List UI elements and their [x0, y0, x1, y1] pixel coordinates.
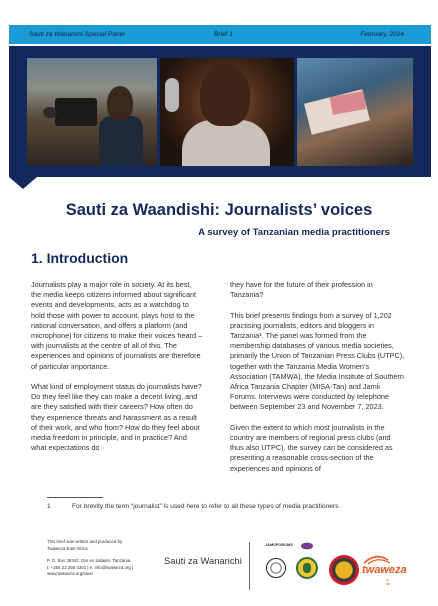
footnote-text: For brevity the term “journalist” is used here to refer to all these types of media practitioners.	[72, 503, 341, 510]
footer-link[interactable]: www.twaweza.org/sauti	[47, 571, 93, 577]
paragraph: they have for the future of their profession in Tanzania?	[230, 280, 373, 300]
banner-chevron	[9, 177, 37, 189]
header-bar	[9, 25, 431, 44]
paragraph: This brief presents findings from a survey of 1,202 practising journalists, editors and bloggers in Tanzania¹. The panel was formed from the membership databases of various media societies, primarily the Union of Tanzanian Press Clubs (UTPC), together with the Tanzania Media Women’s Association (TAMWA), the Media Institute of Southern Africa Tanzania Chapter (MISA-Tan) and Jamii Forums. Interviews were conducted by telephone between September 23 and November 7, 2023.	[230, 310, 405, 412]
camera-icon	[55, 98, 97, 126]
tamwa-emblem-icon	[296, 557, 318, 579]
paragraph: What kind of employment status do journalists have? Do they feel like they can make a decent living, and are they satisfied with their careers? How often do they experience threats and harassment as a result of their work, and who from? How do they feel about media freedom in principle, and in practice? And what expectations do	[31, 382, 202, 453]
text-column-right	[230, 280, 406, 484]
jamiiforums-logo: JAMIIFORUMS	[264, 543, 293, 547]
header-brief-number: Brief 1	[214, 31, 233, 38]
header-date: February, 2024	[360, 31, 404, 38]
photo-money-exchange	[297, 58, 413, 166]
photo-strip	[27, 58, 413, 166]
paragraph: Journalists play a major role in society. At its best, the media keeps citizens informed about significant events and developments, acts as a watchdog to hold those with power to account, plays host to the national conversation, and offers a platform (and microphone) for citizens to make their voices heard – with journalists at the centre of all of this. The experiences and opinions of journalists are therefore of particular importance.	[31, 280, 203, 371]
footer-divider	[249, 542, 250, 590]
photo-journalist-portrait	[160, 58, 294, 166]
photo-cameraman	[27, 58, 157, 166]
section-heading: 1. Introduction	[31, 250, 129, 266]
microphone-icon	[165, 78, 179, 112]
footnote-number: 1	[47, 503, 51, 510]
header-panel-name: Sauti za Wananchi Special Panel	[29, 31, 125, 38]
page-title: Sauti za Waandishi: Journalists’ voices	[65, 201, 373, 219]
page-subtitle: A survey of Tanzanian media practitioners	[198, 227, 390, 238]
text-column-left	[31, 280, 203, 464]
footer-credits: This brief was written and produced by Twaweza East Africa. P. O. Box 38342, Dar es Salaam, Tanzania. t: +255 22 266 4301 | e: info@twaweza.org | www.twaweza.org/sauti	[47, 539, 157, 578]
tamwa-logo	[298, 541, 316, 551]
footnote-rule	[47, 497, 103, 498]
footer-brand: Sauti za Wananchi	[164, 555, 242, 566]
utpc-logo	[329, 555, 359, 585]
jamiiforums-seal-icon	[266, 558, 286, 578]
paragraph: Given the extent to which most journalists in the country are members of regional press clubs (and thus also UTPC), the survey can be considered as presenting a reasonable cross-section of the experiences and opinions of	[230, 422, 393, 473]
